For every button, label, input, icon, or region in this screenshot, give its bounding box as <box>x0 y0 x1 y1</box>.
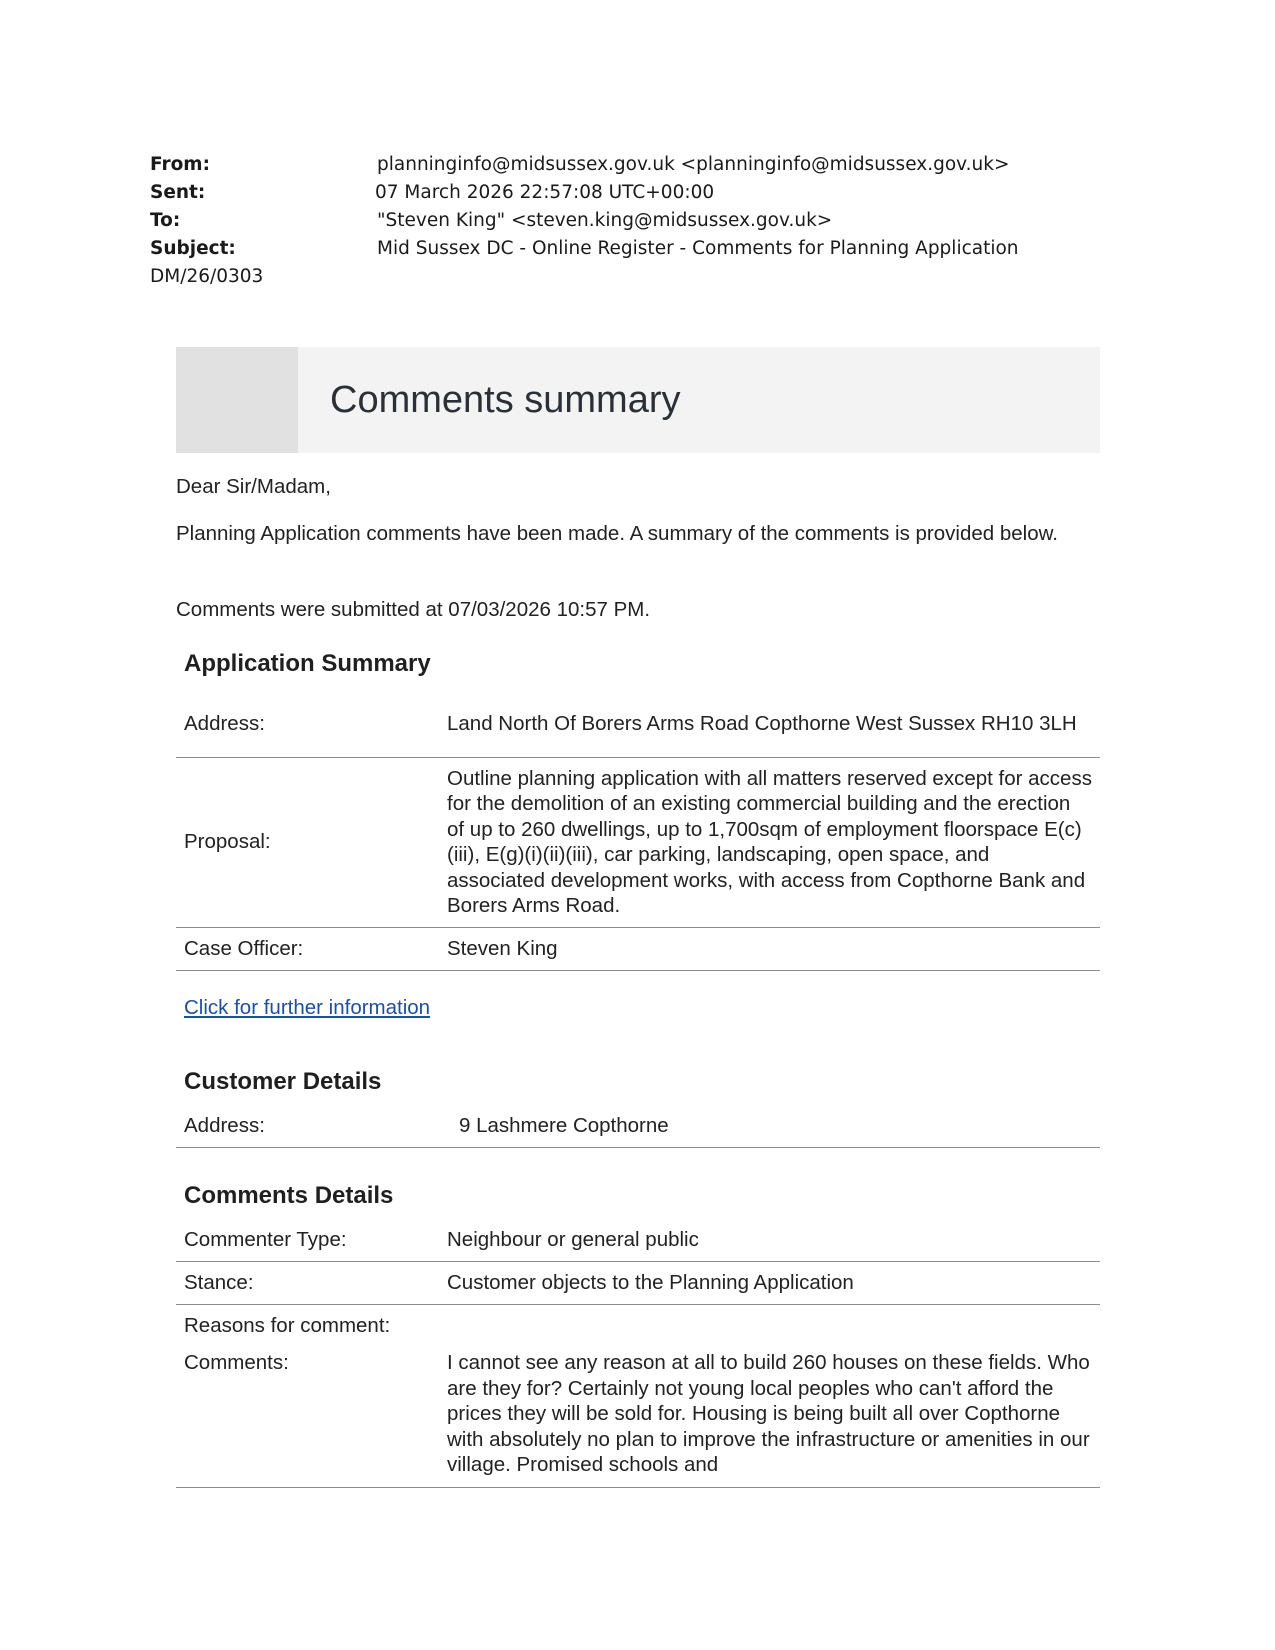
reasons-row <box>176 1304 1100 1346</box>
sent-row <box>150 179 1150 207</box>
submitted-line: Comments were submitted at 07/03/2026 10:57 PM. <box>176 598 651 621</box>
subject-value: Mid Sussex DC - Online Register - Comments for Planning Application <box>377 238 1019 259</box>
sent-value: 07 March 2026 22:57:08 UTC+00:00 <box>375 182 715 203</box>
further-information-link[interactable]: Click for further information <box>184 996 431 1019</box>
reasons-label: Reasons for comment: <box>184 1313 391 1337</box>
application-summary-title: Application Summary <box>184 650 431 677</box>
to-row <box>150 207 1150 235</box>
sent-label: Sent: <box>150 182 206 203</box>
proposal-value: Outline planning application with all matters reserved except for access for the demolition of an existing commercial building and the erection of up to 260 dwellings, up to 1,700sqm of employment floorspace E(c)(iii), E(g)(i)(ii)(iii), car parking, landscaping, open space, and associated development works, with access from Copthorne Bank and Borers Arms Road. <box>439 757 1100 927</box>
greeting: Dear Sir/Madam, <box>176 475 331 498</box>
subject-label: Subject: <box>150 238 236 259</box>
address-label: Address: <box>176 690 439 757</box>
intro-line: Planning Application comments have been made. A summary of the comments is provided below. <box>176 522 1058 545</box>
customer-address-label: Address: <box>176 1104 439 1147</box>
to-label: To: <box>150 210 181 231</box>
customer-address-row <box>176 1104 1100 1147</box>
banner-logo-placeholder <box>176 347 298 453</box>
from-value: planninginfo@midsussex.gov.uk <planninginfo@midsussex.gov.uk> <box>377 154 1010 175</box>
banner-title: Comments summary <box>330 379 681 421</box>
commenter-type-label: Commenter Type: <box>176 1218 439 1261</box>
comments-details-title: Comments Details <box>184 1182 394 1209</box>
email-header <box>150 151 1150 291</box>
subject-row <box>150 235 1150 263</box>
commenter-type-value: Neighbour or general public <box>439 1218 1100 1261</box>
reasons-value <box>439 1304 1100 1346</box>
customer-details-title: Customer Details <box>184 1068 382 1095</box>
customer-details-table <box>176 1104 1100 1148</box>
stance-value: Customer objects to the Planning Application <box>439 1261 1100 1304</box>
to-value: "Steven King" <steven.king@midsussex.gov.uk> <box>377 210 833 231</box>
application-summary-table <box>176 690 1100 971</box>
customer-address-value: 9 Lashmere Copthorne <box>439 1104 1100 1147</box>
address-value: Land North Of Borers Arms Road Copthorne West Sussex RH10 3LH <box>439 690 1100 757</box>
comments-details-table <box>176 1218 1100 1488</box>
comments-label: Comments: <box>176 1346 439 1487</box>
proposal-row <box>176 757 1100 927</box>
subject-ref: DM/26/0303 <box>150 266 264 287</box>
case-officer-value: Steven King <box>439 927 1100 970</box>
address-row <box>176 690 1100 757</box>
commenter-type-row <box>176 1218 1100 1261</box>
stance-label: Stance: <box>176 1261 439 1304</box>
case-officer-row <box>176 927 1100 970</box>
from-row <box>150 151 1150 179</box>
comments-summary-banner <box>176 347 1100 453</box>
comments-row <box>176 1346 1100 1487</box>
proposal-label: Proposal: <box>176 757 439 927</box>
from-label: From: <box>150 154 210 175</box>
comments-value: I cannot see any reason at all to build 260 houses on these fields. Who are they for? Certainly not young local peoples who can't afford the prices they will be sold for. Housing is being built all over Copthorne with absolutely no plan to improve the infrastructure or amenities in our village. Promised schools and <box>439 1346 1100 1487</box>
stance-row <box>176 1261 1100 1304</box>
case-officer-label: Case Officer: <box>176 927 439 970</box>
